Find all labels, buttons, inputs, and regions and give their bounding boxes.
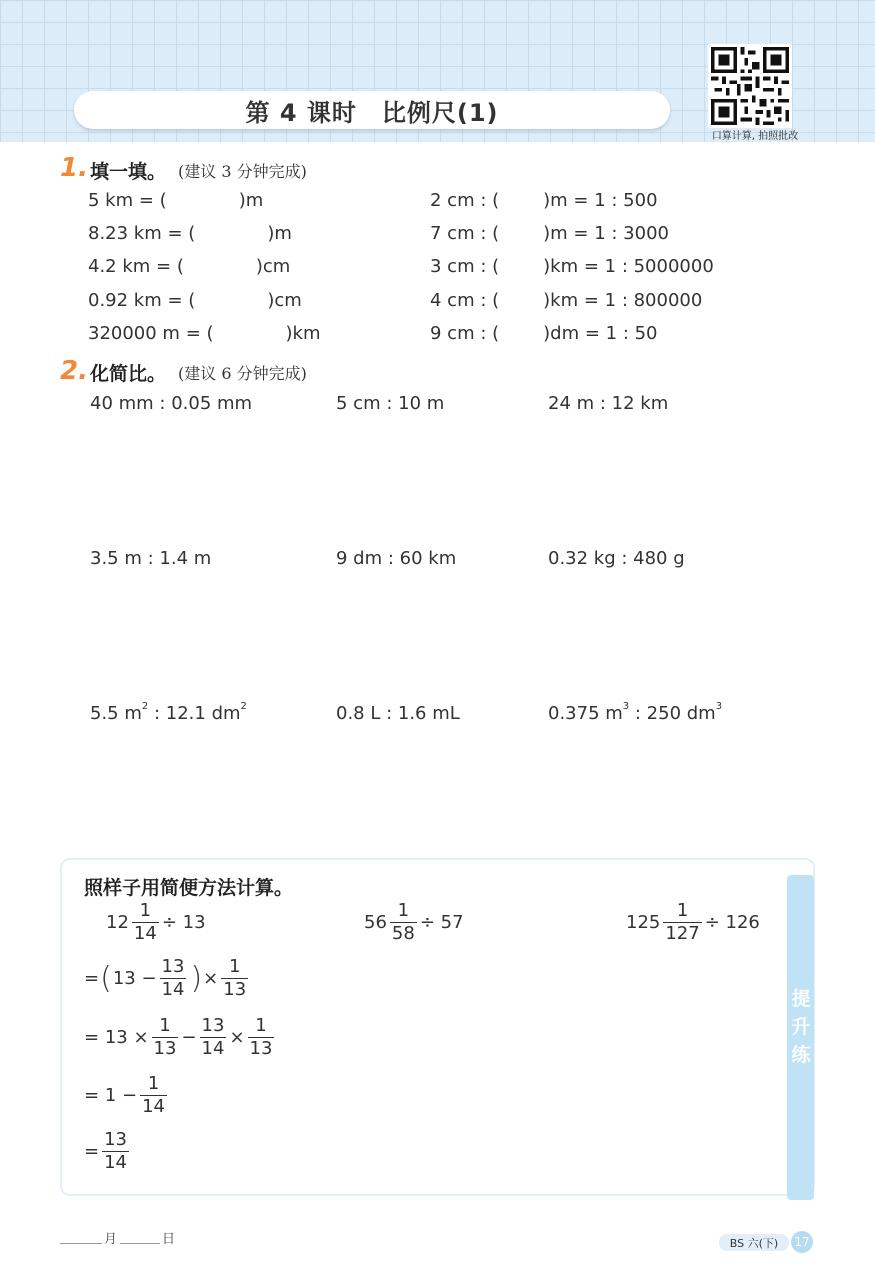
ratio-item: 5 cm : 10 m xyxy=(336,393,445,414)
fill-blank-item: 320000 m = ( )km xyxy=(88,323,321,344)
lesson-title: 第 4 课时 比例尺(1) xyxy=(245,98,499,127)
fill-blank-item: 5 km = ( )m xyxy=(88,190,264,211)
grade-badge: BS 六(下) xyxy=(719,1234,789,1251)
fill-blank-item: 4.2 km = ( )cm xyxy=(88,256,291,277)
month-label: 月 xyxy=(104,1232,118,1247)
ratio-item: 0.32 kg : 480 g xyxy=(548,548,685,569)
fill-blank-item: 7 cm : ( )m = 1 : 3000 xyxy=(430,223,669,244)
ratio-item: 3.5 m : 1.4 m xyxy=(90,548,212,569)
page-number: 17 xyxy=(791,1231,813,1253)
solution-step-4: = $\frac{13}{14}$ xyxy=(84,1129,127,1173)
practice-problem: 56 $\frac{1}{58}$ ÷ 57 xyxy=(364,900,464,944)
section1-title: 填一填。 xyxy=(90,161,167,183)
section1-number: 1. xyxy=(60,153,88,183)
fill-blank-item: 9 cm : ( )dm = 1 : 50 xyxy=(430,323,658,344)
practice-problem: 125 $\frac{1}{127}$ ÷ 126 xyxy=(626,900,760,944)
fill-blank-item: 4 cm : ( )km = 1 : 800000 xyxy=(430,290,703,311)
fill-blank-item: 2 cm : ( )m = 1 : 500 xyxy=(430,190,658,211)
section2-title: 化简比。 xyxy=(90,363,167,385)
lesson-title-bar xyxy=(74,91,670,129)
ratio-item: 9 dm : 60 km xyxy=(336,548,457,569)
month-blank[interactable] xyxy=(60,1243,102,1244)
day-blank[interactable] xyxy=(120,1243,160,1244)
section2-number: 2. xyxy=(60,356,88,386)
example-problem: 12 $\frac{1}{14}$ ÷ 13 xyxy=(106,900,206,944)
extension-side-label: 提升练 xyxy=(791,988,811,1066)
ratio-item: 40 mm : 0.05 mm xyxy=(90,393,253,414)
fill-blank-item: 3 cm : ( )km = 1 : 5000000 xyxy=(430,256,714,277)
solution-step-3: = 1 − $\frac{1}{14}$ xyxy=(84,1073,165,1117)
ratio-item: 24 m : 12 km xyxy=(548,393,669,414)
ratio-item: 0.375 $m^3$ : 250 $dm^3$ xyxy=(548,701,723,724)
fill-blank-item: 0.92 km = ( )cm xyxy=(88,290,302,311)
section1-note: (建议 3 分钟完成) xyxy=(178,162,307,181)
fill-blank-item: 8.23 km = ( )m xyxy=(88,223,292,244)
extension-title: 照样子用简便方法计算。 xyxy=(84,877,294,899)
solution-step-1: = ( 13 − $\frac{13}{14}$ ) × $\frac{1}{13}$ xyxy=(84,956,247,1000)
ratio-item: 0.8 L : 1.6 mL xyxy=(336,703,460,724)
day-label: 日 xyxy=(162,1232,176,1247)
section2-note: (建议 6 分钟完成) xyxy=(178,364,307,383)
ratio-item: 5.5 $m^2$ : 12.1 $dm^2$ xyxy=(90,701,247,724)
solution-step-2: = 13 × $\frac{1}{13}$ − $\frac{13}{14}$ × $\frac{1}{13}$ xyxy=(84,1015,273,1059)
qr-caption: 口算计算, 拍照批改 xyxy=(711,131,799,142)
qr-code[interactable] xyxy=(708,44,792,128)
